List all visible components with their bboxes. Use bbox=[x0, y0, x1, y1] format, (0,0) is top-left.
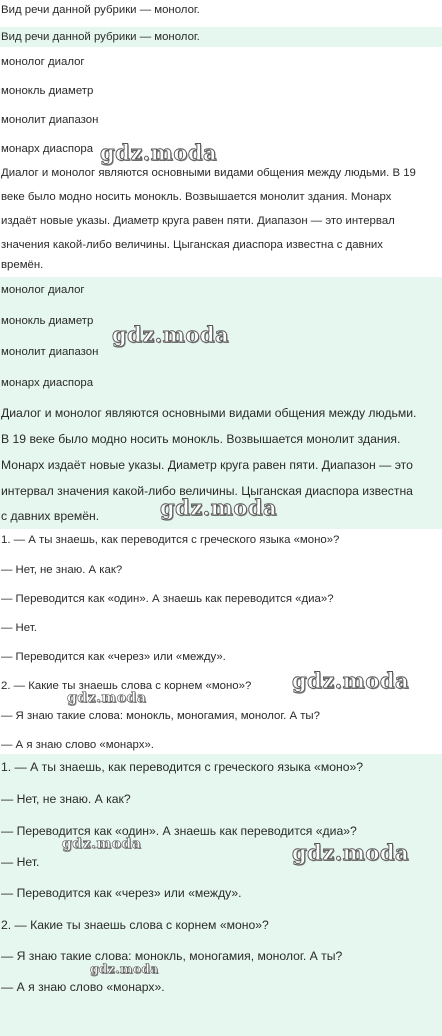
heading-plain: Вид речи данной рубрики — монолог. bbox=[1, 4, 200, 16]
watermark-logo: gdz.moda bbox=[67, 690, 147, 706]
word-pair: монокль диаметр bbox=[1, 315, 94, 327]
paragraph-line: с давних времён. bbox=[1, 509, 100, 523]
dialogue-line: — Переводится как «один». А знаешь как переводится «диа»? bbox=[1, 593, 334, 605]
watermark-logo: gdz.moda bbox=[160, 495, 278, 520]
dialogue-line: 1. — А ты знаешь, как переводится с греческого языка «моно»? bbox=[1, 534, 340, 546]
dialogue-line: — Переводится как «через» или «между». bbox=[1, 886, 242, 900]
dialogue-line: — Переводится как «один». А знаешь как переводится «диа»? bbox=[1, 824, 357, 838]
dialogue-line: 2. — Какие ты знаешь слова с корнем «моно»? bbox=[1, 680, 252, 692]
dialogue-line: — А я знаю слово «монарх». bbox=[1, 980, 165, 994]
watermark-logo: gdz.moda bbox=[62, 836, 142, 852]
watermark-logo: gdz.moda bbox=[292, 840, 410, 865]
paragraph-line: значения какой-либо величины. Цыганская диаспора известна с давних bbox=[1, 239, 383, 251]
word-pair: монолит диапазон bbox=[1, 346, 99, 358]
paragraph-line: Диалог и монолог являются основными видами общения между людьми. bbox=[1, 406, 417, 420]
dialogue-line: — Я знаю такие слова: монокль, моногамия, монолог. А ты? bbox=[1, 710, 320, 722]
watermark-logo: gdz.moda bbox=[90, 962, 159, 976]
word-pair: монарх диаспора bbox=[1, 377, 94, 389]
dialogue-line: — Нет, не знаю. А как? bbox=[1, 564, 123, 576]
watermark-logo: gdz.moda bbox=[100, 140, 218, 165]
dialogue-line: 2. — Какие ты знаешь слова с корнем «моно»? bbox=[1, 918, 269, 932]
paragraph-line: Диалог и монолог являются основными видами общения между людьми. В 19 bbox=[1, 167, 416, 179]
dialogue-line: — Нет. bbox=[1, 622, 37, 634]
heading-highlighted: Вид речи данной рубрики — монолог. bbox=[1, 31, 200, 43]
word-pair: монарх диаспора bbox=[1, 143, 94, 155]
watermark-logo: gdz.moda bbox=[292, 668, 410, 693]
paragraph-line: времён. bbox=[1, 259, 44, 271]
dialogue-line: — Нет, не знаю. А как? bbox=[1, 792, 131, 806]
paragraph-line: Монарх издаёт новые указы. Диаметр круга равен пяти. Диапазон — это bbox=[1, 458, 413, 472]
dialogue-line: — А я знаю слово «монарх». bbox=[1, 739, 154, 751]
dialogue-line: — Переводится как «через» или «между». bbox=[1, 651, 226, 663]
word-pair: монолог диалог bbox=[1, 56, 85, 68]
paragraph-line: интервал значения какой-либо величины. Цыганская диаспора известна bbox=[1, 484, 413, 498]
paragraph-line: издаёт новые указы. Диаметр круга равен пяти. Диапазон — это интервал bbox=[1, 215, 395, 227]
paragraph-line: веке было модно носить монокль. Возвышается монолит здания. Монарх bbox=[1, 191, 392, 203]
dialogue-line: — Нет. bbox=[1, 855, 40, 869]
dialogue-line: — Я знаю такие слова: монокль, моногамия, монолог. А ты? bbox=[1, 949, 343, 963]
word-pair: монолит диапазон bbox=[1, 114, 99, 126]
paragraph-line: В 19 веке было модно носить монокль. Возвышается монолит здания. bbox=[1, 432, 401, 446]
dialogue-line: 1. — А ты знаешь, как переводится с греческого языка «моно»? bbox=[1, 760, 364, 774]
watermark-logo: gdz.moda bbox=[112, 322, 230, 347]
word-pair: монолог диалог bbox=[1, 284, 85, 296]
word-pair: монокль диаметр bbox=[1, 85, 94, 97]
